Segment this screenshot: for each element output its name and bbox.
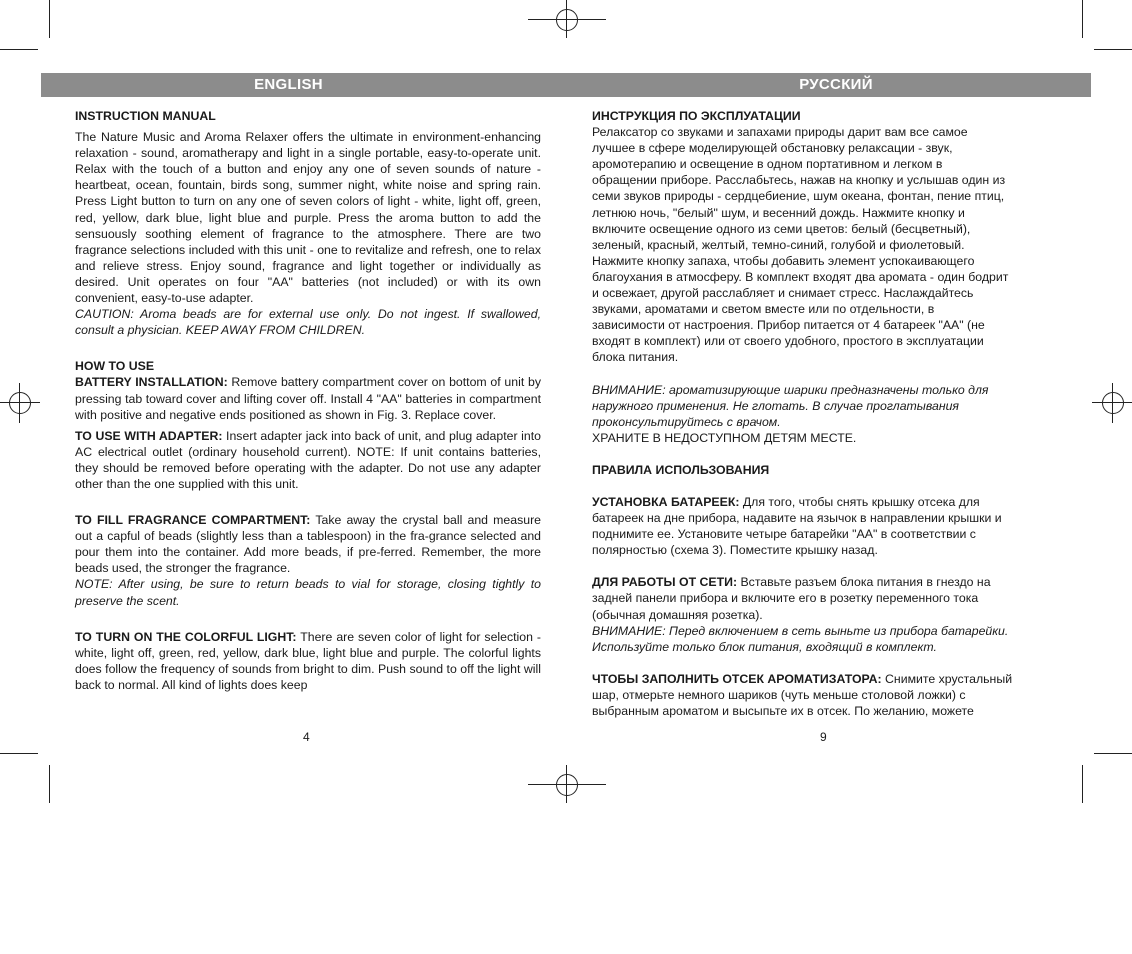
- english-fragrance-text: Take away the crystal ball and measure out a capful of beads (slightly less than a tablespoon) in the fra-grance selected and pour them into the container. Add more beads, if pre-ferred. Remember, the more beads used, the stronger the fragrance.: [75, 513, 542, 576]
- english-column: [75, 108, 541, 693]
- page-number-right: 9: [820, 730, 827, 744]
- english-battery-lead: BATTERY INSTALLATION:: [75, 375, 228, 390]
- english-light-paragraph: [75, 629, 541, 693]
- english-adapter-paragraph: [75, 428, 541, 492]
- russian-battery-lead: УСТАНОВКА БАТАРЕЕК:: [592, 494, 740, 509]
- header-russian: РУССКИЙ: [799, 76, 873, 93]
- russian-intro: Релаксатор со звуками и запахами природы дарит вам все самое лучшее в сфере моделирующей обстановку релаксации - звук, аромотерапию и освещение в одном портативном и легком в обращении приборе. Расслабьтесь, нажав на кнопку и услышав один из семи звуков природы - сердцебиение, шум океана, фонтан, пение птиц, летнюю ночь, "белый" шум, и весенний дождь. Нажмите кнопку и включите освещение одного из семи цветов: белый (бесцветный), зеленый, красный, желтый, темно-синий, голубой и фиолетовый. Нажмите кнопку запаха, чтобы добавить элемент успокаивающего благоухания в атмосферу. В комплект входят два аромата - один бодрит и освежает, другой расслабляет и снимает стресс. Наслаждайтесь звуками, ароматами и светом вместе или по отдельности, в зависимости от настроения. Прибор питается от 4 батареек "АА" (не входят в комплект) или от своего удобного, простого в эксплуатации блока питания.: [592, 125, 1009, 365]
- russian-mains-lead: ДЛЯ РАБОТЫ ОТ СЕТИ:: [592, 575, 738, 590]
- header-english: ENGLISH: [254, 76, 323, 93]
- russian-column: [592, 108, 1067, 719]
- russian-mains-warning: ВНИМАНИЕ: Перед включением в сеть выньте из прибора батарейки. Используйте только блок питания, входящий в комплект.: [592, 623, 1009, 654]
- russian-warning: ВНИМАНИЕ: ароматизирующие шарики предназначены только для наружного применения. Не глотать. В случае проглатывания проконсультируйтесь с врачом.: [592, 382, 989, 429]
- english-caution: CAUTION: Aroma beads are for external use only. Do not ingest. If swallowed, consult a physician. KEEP AWAY FROM CHILDREN.: [75, 307, 541, 338]
- english-light-lead: TO TURN ON THE COLORFUL LIGHT:: [75, 629, 297, 644]
- russian-rules-title: ПРАВИЛА ИСПОЛЬЗОВАНИЯ: [592, 462, 770, 477]
- russian-battery-paragraph: УСТАНОВКА БАТАРЕЕК: Для того, чтобы снять крышку отсека для батареек на дне прибора, надавите на язычок в направлении крышки и поднимите ее. Установите четыре батарейки "АА" в соответствии с полярностью (схема 3). Поместите крышку назад.: [592, 494, 1002, 558]
- russian-mains-paragraph: ДЛЯ РАБОТЫ ОТ СЕТИ: Вставьте разъем блока питания в гнездо на задней панели прибора и включите его в розетку переменного тока (обычная домашняя розетка).: [592, 575, 991, 622]
- russian-aroma-lead: ЧТОБЫ ЗАПОЛНИТЬ ОТСЕК АРОМАТИЗАТОРА:: [592, 671, 882, 686]
- english-adapter-lead: TO USE WITH ADAPTER:: [75, 428, 223, 443]
- english-battery-text: Remove battery compartment cover on bottom of unit by pressing tab toward cover and lifting cover off. Install 4 "AA" batteries in compartment with positive and negative ends positioned as shown in Fig. 3. Replace cover.: [75, 375, 541, 422]
- english-light-text: There are seven color of light for selection - white, light off, green, red, yellow, dark blue, light blue and purple. The colorful lights does follow the frequency of sounds from bright to dim. Push sound to off the light will back to normal. All kind of lights does keep: [75, 629, 542, 692]
- page-number-left: 4: [303, 730, 310, 744]
- english-adapter-text: Insert adapter jack into back of unit, and plug adapter into AC electrical outlet (ordinary household current). NOTE: If unit contains batteries, they should be removed before operating with the adapter. Do not use any adapter other than the one supplied with this unit.: [75, 428, 541, 491]
- russian-aroma-paragraph: ЧТОБЫ ЗАПОЛНИТЬ ОТСЕК АРОМАТИЗАТОРА: Снимите хрустальный шар, отмерьте немного шариков (чуть меньше столовой ложки) с выбранным ароматом и высыпьте их в отсек. По желанию, можете: [592, 671, 1013, 718]
- english-title: INSTRUCTION MANUAL: [75, 109, 216, 123]
- english-fragrance-paragraph: [75, 512, 541, 576]
- english-how-to-use: HOW TO USE: [75, 359, 155, 374]
- english-note: NOTE: After using, be sure to return beads to vial for storage, closing tightly to preserve the scent.: [75, 577, 541, 608]
- english-intro: The Nature Music and Aroma Relaxer offers the ultimate in environment-enhancing relaxation - sound, aromatherapy and light in a single portable, easy-to-operate unit. Relax with the touch of a button and enjoy any one of seven sounds of nature - heartbeat, ocean, fountain, birds song, summer night, white noise and spring rain. Press Light button to turn on any one of seven colors of light - white, light off, green, red, yellow, dark blue, light blue and purple. Press the aroma button to add the sensuously soothing element of fragrance to the atmosphere. There are two fragrance selections included with this unit - one to revitalize and refresh, one to relax and relieve stress. Enjoy sound, fragrance and light together or individually as desired. Unit operates on four "AA" batteries (not included) or with its own convenient, easy-to-use adapter.: [75, 130, 541, 306]
- russian-keep-away: ХРАНИТЕ В НЕДОСТУПНОМ ДЕТЯМ МЕСТЕ.: [592, 430, 857, 445]
- english-fragrance-lead: TO FILL FRAGRANCE COMPARTMENT:: [75, 513, 311, 528]
- english-battery-paragraph: [75, 374, 541, 422]
- russian-title: ИНСТРУКЦИЯ ПО ЭКСПЛУАТАЦИИ: [592, 109, 801, 123]
